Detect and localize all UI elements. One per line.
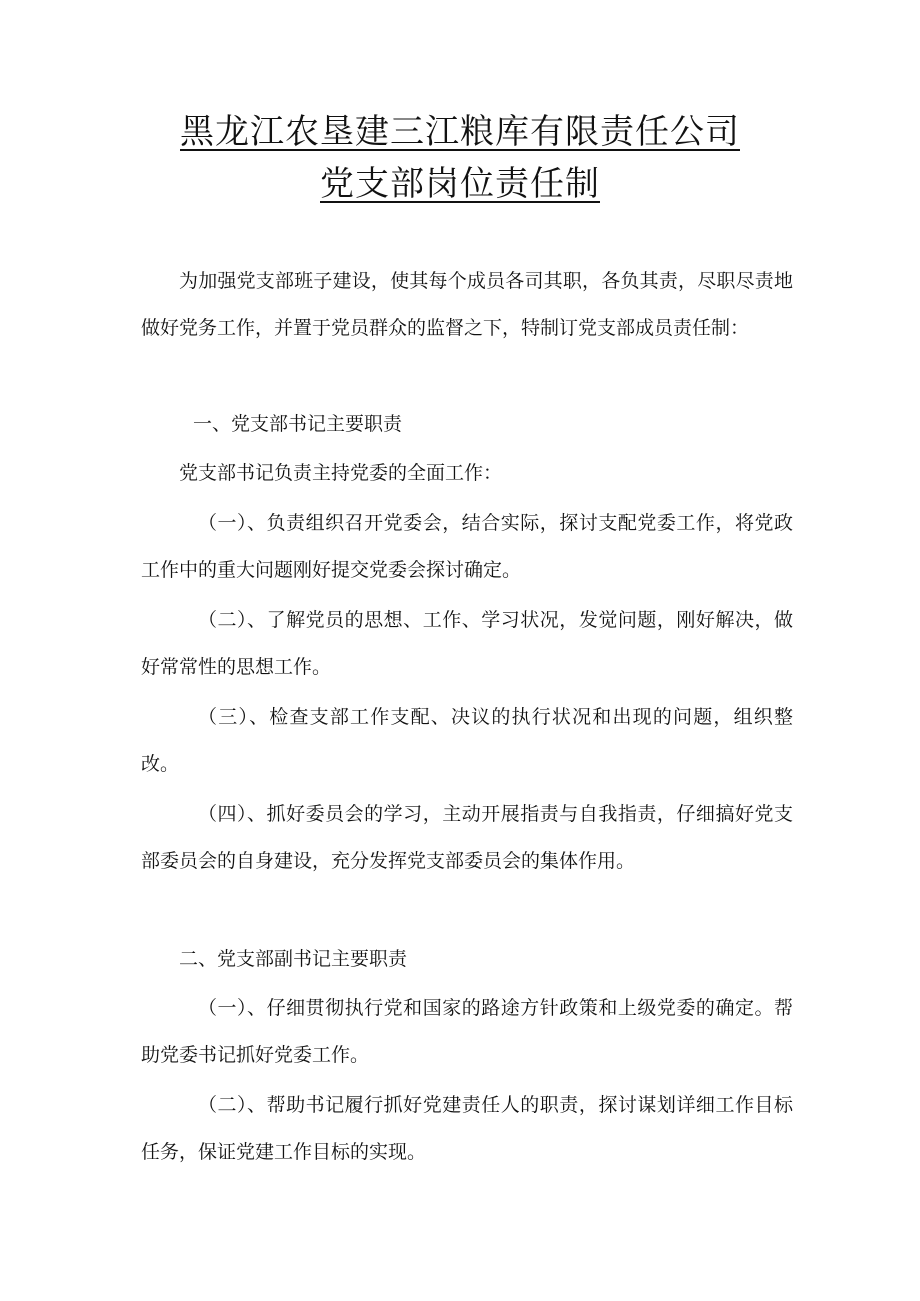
document-title-line2: 党支部岗位责任制 [320, 164, 600, 204]
section1-heading: 一、党支部书记主要职责 [193, 413, 403, 435]
intro-paragraph: 为加强党支部班子建设，使其每个成员各司其职，各负其责，尽职尽责地做好党务工作，并置于党员群众的监督之下，特制订党支部成员责任制： [141, 270, 793, 339]
section2-heading: 二、党支部副书记主要职责 [179, 948, 408, 970]
section1-item-3: （三）、检查支部工作支配、决议的执行状况和出现的问题，组织整改。 [141, 706, 793, 775]
section1-item-2: （二）、了解党员的思想、工作、学习状况，发觉问题，刚好解决，做好常常性的思想工作。 [141, 609, 793, 678]
section2-item-1: （一）、仔细贯彻执行党和国家的路途方针政策和上级党委的确定。帮助党委书记抓好党委工作。 [141, 997, 793, 1066]
section1-lead: 党支部书记负责主持党委的全面工作： [179, 462, 503, 484]
section1-item-1: （一）、负责组织召开党委会，结合实际，探讨支配党委工作，将党政工作中的重大问题刚好提交党委会探讨确定。 [141, 512, 793, 581]
section2-item-2: （二）、帮助书记履行抓好党建责任人的职责，探讨谋划详细工作目标任务，保证党建工作目标的实现。 [141, 1094, 793, 1163]
section1-item-4: （四）、抓好委员会的学习，主动开展指责与自我指责，仔细搞好党支部委员会的自身建设，充分发挥党支部委员会的集体作用。 [141, 803, 793, 872]
document-title-line1: 黑龙江农垦建三江粮库有限责任公司 [180, 112, 740, 152]
